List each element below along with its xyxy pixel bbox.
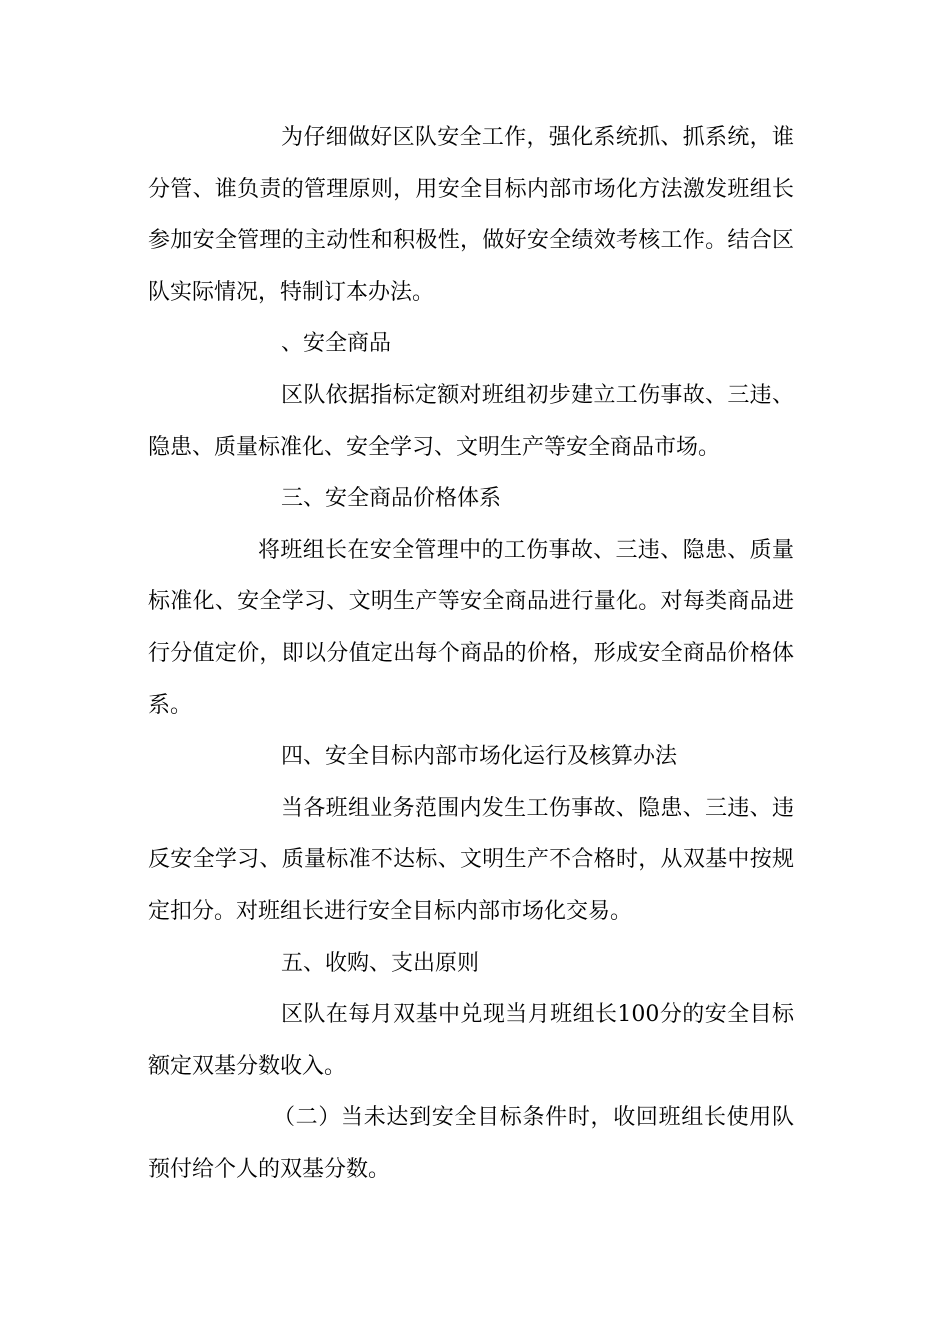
purchase-paragraph-1: 区队在每月双基中兑现当月班组长100分的安全目标额定双基分数收入。 bbox=[148, 1002, 794, 1079]
document-page bbox=[148, 112, 794, 1195]
section-heading-operation: 四、安全目标内部市场化运行及核算办法 bbox=[281, 744, 678, 770]
intro-paragraph: 为仔细做好区队安全工作，强化系统抓、抓系统，谁分管、谁负责的管理原则，用安全目标内部市场化方法激发班组长参加安全管理的主动性和积极性，做好安全绩效考核工作。结合区队实际情况，特制订本办法。 bbox=[148, 125, 794, 305]
section-heading-purchase: 五、收购、支出原则 bbox=[281, 950, 480, 976]
section-heading-safety-goods: 、安全商品 bbox=[281, 331, 392, 357]
operation-paragraph: 当各班组业务范围内发生工伤事故、隐患、三违、违反安全学习、质量标准不达标、文明生产不合格时，从双基中按规定扣分。对班组长进行安全目标内部市场化交易。 bbox=[148, 795, 794, 924]
purchase-paragraph-2: （二）当未达到安全目标条件时，收回班组长使用队预付给个人的双基分数。 bbox=[148, 1105, 794, 1182]
safety-goods-paragraph: 区队依据指标定额对班组初步建立工伤事故、三违、隐患、质量标准化、安全学习、文明生产等安全商品市场。 bbox=[148, 382, 794, 460]
section-heading-price-system: 三、安全商品价格体系 bbox=[281, 486, 502, 512]
price-system-paragraph: 将班组长在安全管理中的工伤事故、三违、隐患、质量标准化、安全学习、文明生产等安全商品进行量化。对每类商品进行分值定价，即以分值定出每个商品的价格，形成安全商品价格体系。 bbox=[148, 537, 794, 718]
